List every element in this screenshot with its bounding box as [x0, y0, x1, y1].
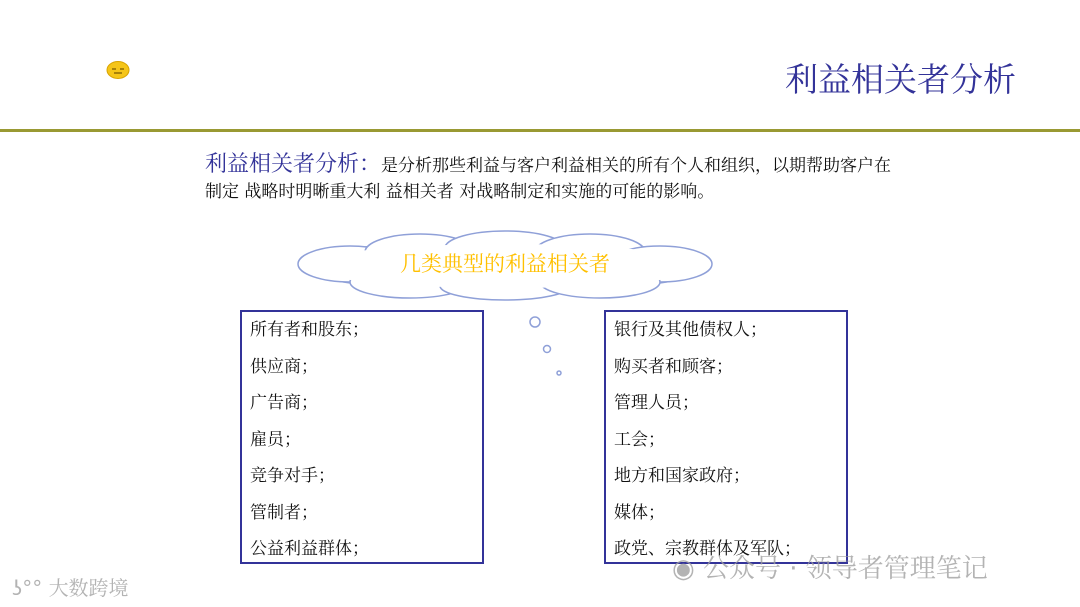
- slide-title: 利益相关者分析: [785, 60, 1016, 99]
- watermark-right: [672, 548, 988, 585]
- wechat-icon: ◉: [672, 554, 703, 584]
- watermark-logo-icon: ʖ°°: [12, 576, 49, 600]
- list-item: 地方和国家政府；: [614, 466, 750, 486]
- list-item: 公益利益群体；: [250, 539, 369, 559]
- title-divider: [0, 129, 1080, 132]
- cloud-label: 几类典型的利益相关者: [400, 252, 610, 276]
- list-item: 广告商；: [250, 393, 318, 413]
- smiley-icon: [106, 60, 130, 80]
- watermark-left-text: 大数跨境: [48, 576, 129, 600]
- list-item: 雇员；: [250, 429, 301, 450]
- stakeholder-list-left: [240, 310, 484, 564]
- watermark-right-text: 公众号 · 领导者管理笔记: [702, 554, 988, 584]
- list-item: 政党、宗教群体及军队；: [614, 539, 801, 559]
- intro-body: 是分析那些利益与客户利益相关的所有个人和组织，以期帮助客户在制定 战略时明晰重大利 益相关者 对战略制定和实施的可能的影响。: [205, 156, 892, 202]
- list-item: 所有者和股东；: [250, 320, 369, 340]
- intro-heading: 利益相关者分析：: [205, 152, 382, 177]
- list-item: 管制者；: [250, 502, 318, 523]
- list-item: 工会；: [614, 429, 665, 450]
- list-item: 媒体；: [614, 502, 665, 523]
- list-item: 银行及其他债权人；: [614, 320, 767, 340]
- thought-bubbles: [525, 312, 565, 382]
- watermark-left: [12, 572, 129, 601]
- list-item: 竞争对手；: [250, 466, 335, 486]
- list-item: 管理人员；: [614, 393, 699, 413]
- stakeholder-list-right: [604, 310, 848, 564]
- intro-paragraph: [205, 152, 905, 205]
- list-item: 供应商；: [250, 356, 318, 377]
- list-item: 购买者和顾客；: [614, 356, 733, 377]
